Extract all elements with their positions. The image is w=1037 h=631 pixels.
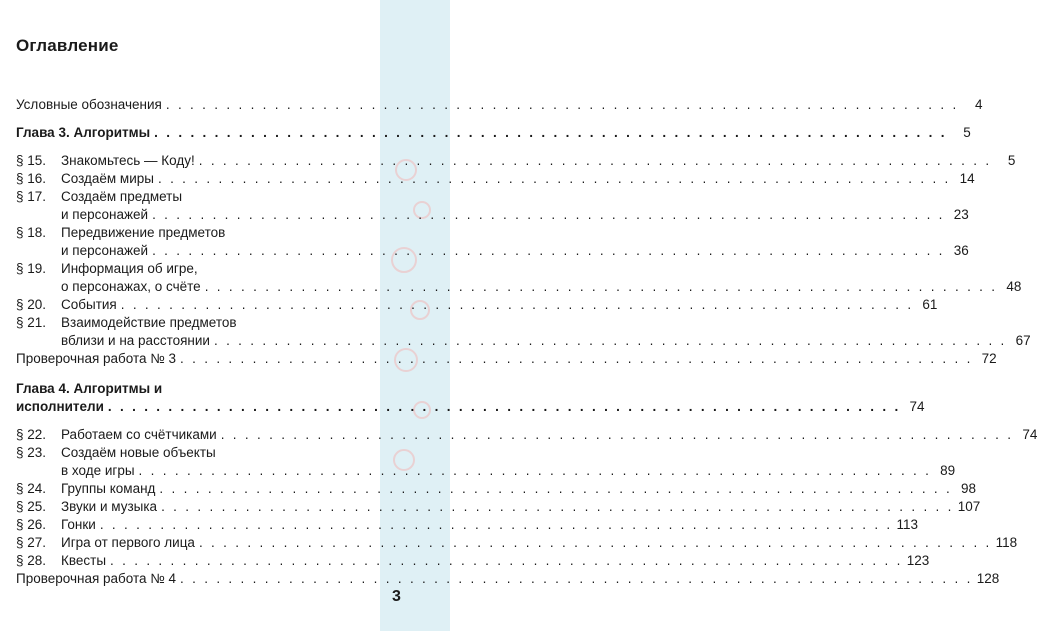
toc-entry [16, 260, 1022, 295]
toc-heading: Оглавление [16, 36, 119, 55]
toc-entry-title: Глава 3. Алгоритмы [16, 125, 151, 140]
dot-leader: . . . . . . . . . . . . . . . . . . . . . . . . . . . . . . . . . . . . . . . . . . . . . . . . . . . . . . . . . . . . . . . . . . [180, 351, 973, 366]
toc-section-number: § 21. [16, 315, 47, 330]
toc-entry [16, 170, 975, 188]
toc-page-number: 36 [953, 242, 969, 258]
toc-entry [16, 552, 930, 570]
toc-entry [16, 516, 919, 534]
toc-entry-title: Взаимодействие предметов [61, 315, 237, 330]
toc-entry [16, 224, 969, 259]
toc-entry [16, 188, 969, 223]
toc-page-number: 61 [922, 297, 938, 312]
dot-leader: . . . . . . . . . . . . . . . . . . . . . . . . . . . . . . . . . . . . . . . . . . . . . . . . . . . . . . . . . . . . . . . . . . [110, 553, 903, 568]
toc-page-number: 89 [940, 462, 956, 478]
toc-section-number: § 18. [16, 225, 47, 240]
dot-leader: . . . . . . . . . . . . . . . . . . . . . . . . . . . . . . . . . . . . . . . . . . . . . . . . . . . . . . . . . . . . . . . . . . [204, 278, 998, 294]
toc-entry-title: Знакомьтесь — Коду! [61, 153, 195, 168]
toc-section-number: § 27. [16, 535, 47, 550]
toc-page-number: 48 [1006, 278, 1022, 294]
toc-page-number: 74 [909, 398, 925, 414]
toc-entry [16, 296, 938, 314]
toc-entry-title: Квесты [61, 553, 107, 568]
dot-leader: . . . . . . . . . . . . . . . . . . . . . . . . . . . . . . . . . . . . . . . . . . . . . . . . . . . . . . . . . . . . . . . . . . [107, 398, 901, 414]
toc-page-number: 128 [976, 571, 1000, 586]
toc-entry-title: исполнители [16, 398, 104, 414]
toc-entry-title: Создаём новые объекты [61, 445, 216, 460]
toc-page-number: 74 [1022, 427, 1037, 442]
toc-section-number: § 28. [16, 553, 47, 568]
dot-leader: . . . . . . . . . . . . . . . . . . . . . . . . . . . . . . . . . . . . . . . . . . . . . . . . . . . . . . . . . . . . . . . . . . [180, 571, 973, 586]
toc-entry-title: Передвижение предметов [61, 225, 226, 240]
toc-entry-title: и персонажей [61, 206, 149, 222]
toc-section-number: § 17. [16, 189, 47, 204]
toc-page-number: 98 [961, 481, 977, 496]
dot-leader: . . . . . . . . . . . . . . . . . . . . . . . . . . . . . . . . . . . . . . . . . . . . . . . . . . . . . . . . . . . . . . . . . . [99, 517, 893, 532]
toc-section-number: § 20. [16, 297, 47, 312]
dot-leader: . . . . . . . . . . . . . . . . . . . . . . . . . . . . . . . . . . . . . . . . . . . . . . . . . . . . . . . . . . . . . . . . . . [154, 125, 947, 140]
toc-entry [16, 570, 1000, 588]
toc-page-number: 5 [1007, 153, 1016, 168]
toc-entry [16, 152, 1016, 170]
toc-entry-title: Гонки [61, 517, 96, 532]
toc-entry [16, 124, 971, 142]
toc-entry [16, 314, 1031, 349]
toc-entry [16, 96, 983, 114]
dot-leader: . . . . . . . . . . . . . . . . . . . . . . . . . . . . . . . . . . . . . . . . . . . . . . . . . . . . . . . . . . . . . . . . . . [161, 499, 954, 514]
toc-entry-title: События [61, 297, 117, 312]
toc-entry [16, 426, 1037, 444]
toc-entry-title: Игра от первого лица [61, 535, 195, 550]
toc-entry [16, 534, 1018, 552]
toc-section-number: § 24. [16, 481, 47, 496]
toc-page-number: 123 [906, 553, 930, 568]
toc-section-number: § 22. [16, 427, 47, 442]
dot-leader: . . . . . . . . . . . . . . . . . . . . . . . . . . . . . . . . . . . . . . . . . . . . . . . . . . . . . . . . . . . . . . . . . . [165, 97, 959, 112]
toc-entry [16, 350, 997, 368]
toc-page-number: 5 [963, 125, 971, 140]
toc-page-number: 72 [981, 351, 997, 366]
toc-section-number: § 26. [16, 517, 47, 532]
dot-leader: . . . . . . . . . . . . . . . . . . . . . . . . . . . . . . . . . . . . . . . . . . . . . . . . . . . . . . . . . . . . . . . . . . [220, 427, 1014, 442]
toc-page-number: 14 [959, 171, 975, 186]
toc-section-number: § 16. [16, 171, 47, 186]
toc-entry-title: Проверочная работа № 3 [16, 351, 177, 366]
toc-entry [16, 480, 977, 498]
dot-leader: . . . . . . . . . . . . . . . . . . . . . . . . . . . . . . . . . . . . . . . . . . . . . . . . . . . . . . . . . . . . . . . . . . [120, 297, 914, 312]
dot-leader: . . . . . . . . . . . . . . . . . . . . . . . . . . . . . . . . . . . . . . . . . . . . . . . . . . . . . . . . . . . . . . . . . . [198, 153, 992, 168]
toc-page-number: 23 [953, 206, 969, 222]
toc-entry-title: Звуки и музыка [61, 499, 158, 514]
toc-page-number: 118 [995, 535, 1018, 550]
toc-entry [16, 444, 956, 479]
toc-entry-title: Условные обозначения [16, 97, 162, 112]
toc-page-number: 4 [975, 97, 983, 112]
toc-section-number: § 23. [16, 445, 47, 460]
toc-page-number: 67 [1015, 332, 1031, 348]
toc-entry [16, 498, 981, 516]
toc-section-number: § 15. [16, 153, 47, 168]
toc-entry-title: вблизи и на расстоянии [61, 332, 210, 348]
toc-entry-title: Группы команд [61, 481, 156, 496]
dot-leader: . . . . . . . . . . . . . . . . . . . . . . . . . . . . . . . . . . . . . . . . . . . . . . . . . . . . . . . . . . . . . . . . . . [138, 462, 932, 478]
toc-entry-title: Создаём миры [61, 171, 154, 186]
toc-entry-title: в ходе игры [61, 462, 135, 478]
toc-entry-title: Создаём предметы [61, 189, 183, 204]
toc-section-number: § 19. [16, 261, 47, 276]
dot-leader: . . . . . . . . . . . . . . . . . . . . . . . . . . . . . . . . . . . . . . . . . . . . . . . . . . . . . . . . . . . . . . . . . . [213, 332, 1007, 348]
toc-entry-title: Глава 4. Алгоритмы и [16, 381, 163, 396]
toc-entry [16, 380, 925, 415]
toc-entry-title: и персонажей [61, 242, 149, 258]
toc-section-number: § 25. [16, 499, 47, 514]
toc-entry-title: Проверочная работа № 4 [16, 571, 177, 586]
toc-entry-title: Работаем со счётчиками [61, 427, 217, 442]
dot-leader: . . . . . . . . . . . . . . . . . . . . . . . . . . . . . . . . . . . . . . . . . . . . . . . . . . . . . . . . . . . . . . . . . . [198, 535, 992, 550]
toc-entry-title: о персонажах, о счёте [61, 278, 201, 294]
dot-leader: . . . . . . . . . . . . . . . . . . . . . . . . . . . . . . . . . . . . . . . . . . . . . . . . . . . . . . . . . . . . . . . . . . [157, 171, 951, 186]
toc-page-number: 113 [896, 517, 919, 532]
page-number: 3 [392, 588, 401, 605]
dot-leader: . . . . . . . . . . . . . . . . . . . . . . . . . . . . . . . . . . . . . . . . . . . . . . . . . . . . . . . . . . . . . . . . . . [152, 206, 945, 222]
toc-entry-title: Информация об игре, [61, 261, 198, 276]
toc-page-number: 107 [957, 499, 981, 514]
faded-decoration-icon [386, 150, 442, 510]
dot-leader: . . . . . . . . . . . . . . . . . . . . . . . . . . . . . . . . . . . . . . . . . . . . . . . . . . . . . . . . . . . . . . . . . . [152, 242, 945, 258]
dot-leader: . . . . . . . . . . . . . . . . . . . . . . . . . . . . . . . . . . . . . . . . . . . . . . . . . . . . . . . . . . . . . . . . . . [159, 481, 953, 496]
